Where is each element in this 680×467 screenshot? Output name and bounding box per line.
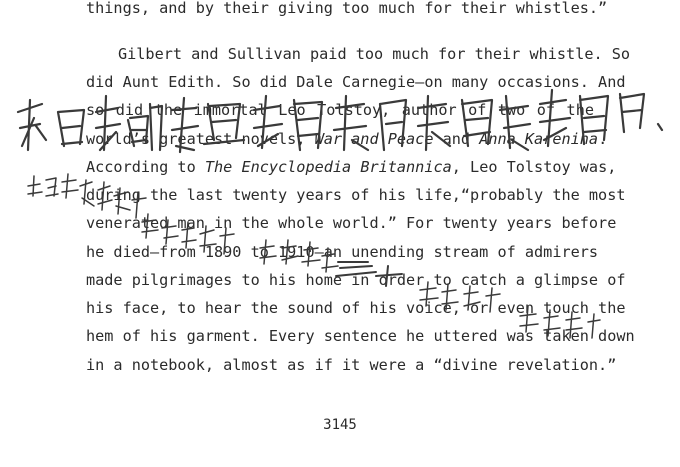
book-title-anna-karenina: Anna Karenina xyxy=(479,130,599,148)
text-line-1: things, and by their giving too much for their whistles.” xyxy=(86,0,608,17)
text-line-4: so did the immortal Leo Tolstoy, author of two of the xyxy=(86,101,594,119)
text-line-10: made pilgrimages to his home in order to catch a glimpse of xyxy=(86,271,626,289)
text-line-6-before: According to xyxy=(86,158,205,176)
text-line-12: hem of his garment. Every sentence he uttered was taken down xyxy=(86,327,635,345)
text-line-11: his face, to hear the sound of his voice, or even touch the xyxy=(86,299,626,317)
book-title-war-and-peace: War and Peace xyxy=(314,130,434,148)
text-line-8: venerated man in the whole world.” For twenty years before xyxy=(86,214,617,232)
text-line-5 xyxy=(86,129,608,149)
text-line-6-after: , Leo Tolstoy was, xyxy=(451,158,617,176)
text-line-7: during the last twenty years of his life,“probably the most xyxy=(86,186,626,204)
text-line-2: Gilbert and Sullivan paid too much for their whistle. So xyxy=(118,45,631,63)
text-line-5-middle: and xyxy=(433,130,480,148)
page-number: 3145 xyxy=(323,417,357,433)
text-line-5-after: . xyxy=(598,130,608,148)
text-line-5-before: world’s greatest novels, xyxy=(86,130,315,148)
book-title-encyclopedia: The Encyclopedia Britannica xyxy=(204,158,452,176)
text-line-9: he died—from 1890 to 1910—an unending stream of admirers xyxy=(86,243,599,261)
text-line-3: did Aunt Edith. So did Dale Carnegie—on many occasions. And xyxy=(86,73,626,91)
text-line-13: in a notebook, almost as if it were a “divine revelation.” xyxy=(86,356,617,374)
text-line-6 xyxy=(86,157,617,177)
